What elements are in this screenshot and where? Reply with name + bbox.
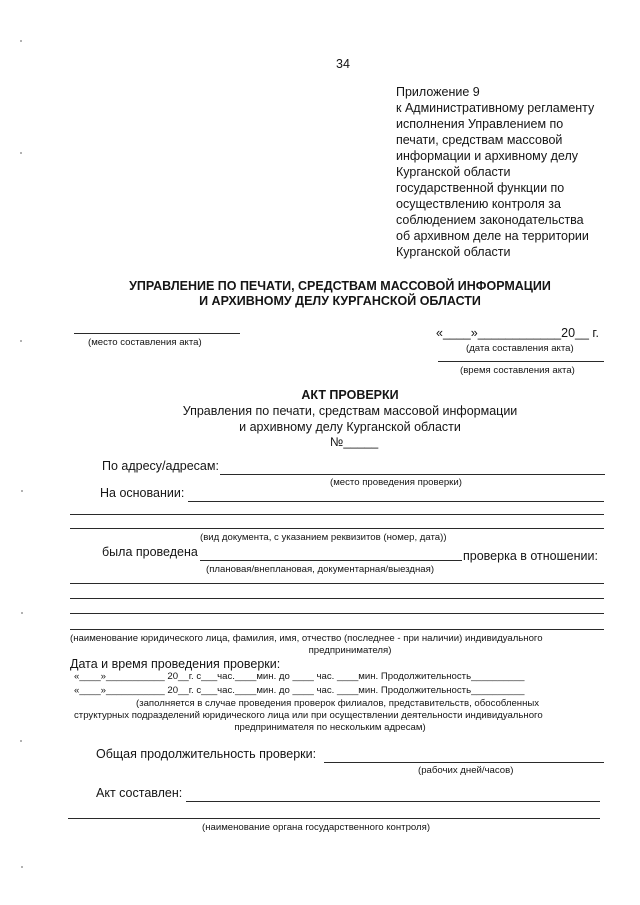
entity-field-line[interactable] xyxy=(70,583,604,584)
page-number: 34 xyxy=(336,57,350,71)
basis-caption: (вид документа, с указанием реквизитов (номер, дата)) xyxy=(200,532,447,543)
annex-line: об архивном деле на территории xyxy=(396,229,589,243)
datetime-note1: (заполняется в случае проведения проверок филиалов, представительств, обособленных xyxy=(136,698,540,709)
entity-field-line[interactable] xyxy=(70,598,604,599)
time-line xyxy=(438,361,604,362)
scan-speck xyxy=(20,740,22,742)
scan-speck xyxy=(21,866,23,868)
address-label: По адресу/адресам: xyxy=(102,459,219,473)
entity-field-line[interactable] xyxy=(70,629,604,630)
act-title: АКТ ПРОВЕРКИ xyxy=(301,388,399,402)
entity-caption-line2: предпринимателя) xyxy=(308,645,392,656)
annex-line: соблюдением законодательства xyxy=(396,213,584,227)
scan-speck xyxy=(21,490,23,492)
scan-speck xyxy=(21,612,23,614)
datetime-note2: структурных подразделений юридического лица или при осуществлении деятельности индивидуального xyxy=(74,710,543,721)
annex-line: государственной функции по xyxy=(396,181,565,195)
annex-line: печати, средствам массовой xyxy=(396,133,563,147)
total-caption: (рабочих дней/часов) xyxy=(418,765,514,776)
conducted-caption: (плановая/внеплановая, документарная/выездная) xyxy=(206,564,435,575)
compiled-caption: (наименование органа государственного контроля) xyxy=(202,822,431,833)
annex-line: осуществлению контроля за xyxy=(396,197,561,211)
conducted-field[interactable] xyxy=(200,560,462,561)
datetime-note3: предпринимателя по нескольким адресам) xyxy=(234,722,426,733)
compiled-label: Акт составлен: xyxy=(96,786,183,800)
time-caption: (время составления акта) xyxy=(460,365,575,376)
address-caption: (место проведения проверки) xyxy=(330,477,462,488)
annex-line: к Административному регламенту xyxy=(396,101,595,115)
scan-speck xyxy=(20,40,22,42)
annex-line: Курганской области xyxy=(396,165,511,179)
date-line: «____»____________20__ г. xyxy=(436,326,599,340)
datetime-label: Дата и время проведения проверки: xyxy=(70,657,281,671)
act-number: №_____ xyxy=(330,435,379,449)
conducted-suffix: проверка в отношении: xyxy=(463,549,598,563)
entity-field-line[interactable] xyxy=(70,613,604,614)
agency-header-line1: УПРАВЛЕНИЕ ПО ПЕЧАТИ, СРЕДСТВАМ МАССОВОЙ ИНФОРМАЦИИ xyxy=(129,279,551,293)
annex-line: Курганской области xyxy=(396,245,511,259)
act-subtitle1: Управления по печати, средствам массовой информации xyxy=(182,404,518,418)
place-line xyxy=(74,333,240,334)
datetime-row[interactable]: «____»___________ 20__г. с___час.____мин. до ____ час. ____мин. Продолжительность__________ xyxy=(74,671,525,682)
conducted-label: была проведена xyxy=(102,545,198,559)
basis-field-line[interactable] xyxy=(70,514,604,515)
datetime-row[interactable]: «____»___________ 20__г. с___час.____мин. до ____ час. ____мин. Продолжительность__________ xyxy=(74,685,525,696)
total-label: Общая продолжительность проверки: xyxy=(96,747,317,761)
annex-line: информации и архивному делу xyxy=(396,149,578,163)
date-caption: (дата составления акта) xyxy=(466,343,574,354)
act-subtitle2: и архивному делу Курганской области xyxy=(239,420,461,434)
scan-speck xyxy=(20,152,22,154)
scan-speck xyxy=(20,340,22,342)
basis-field[interactable] xyxy=(188,501,604,502)
compiled-field-line[interactable] xyxy=(68,818,600,819)
entity-caption-line1: (наименование юридического лица, фамилия, имя, отчество (последнее - при наличии) индивидуального xyxy=(70,633,543,644)
annex-line: Приложение 9 xyxy=(396,85,480,99)
place-caption: (место составления акта) xyxy=(88,337,202,348)
basis-label: На основании: xyxy=(100,486,185,500)
agency-header-line2: И АРХИВНОМУ ДЕЛУ КУРГАНСКОЙ ОБЛАСТИ xyxy=(199,294,481,308)
annex-line: исполнения Управлением по xyxy=(396,117,564,131)
basis-field-line[interactable] xyxy=(70,528,604,529)
total-field[interactable] xyxy=(324,762,604,763)
address-field[interactable] xyxy=(220,474,605,475)
compiled-field[interactable] xyxy=(186,801,600,802)
